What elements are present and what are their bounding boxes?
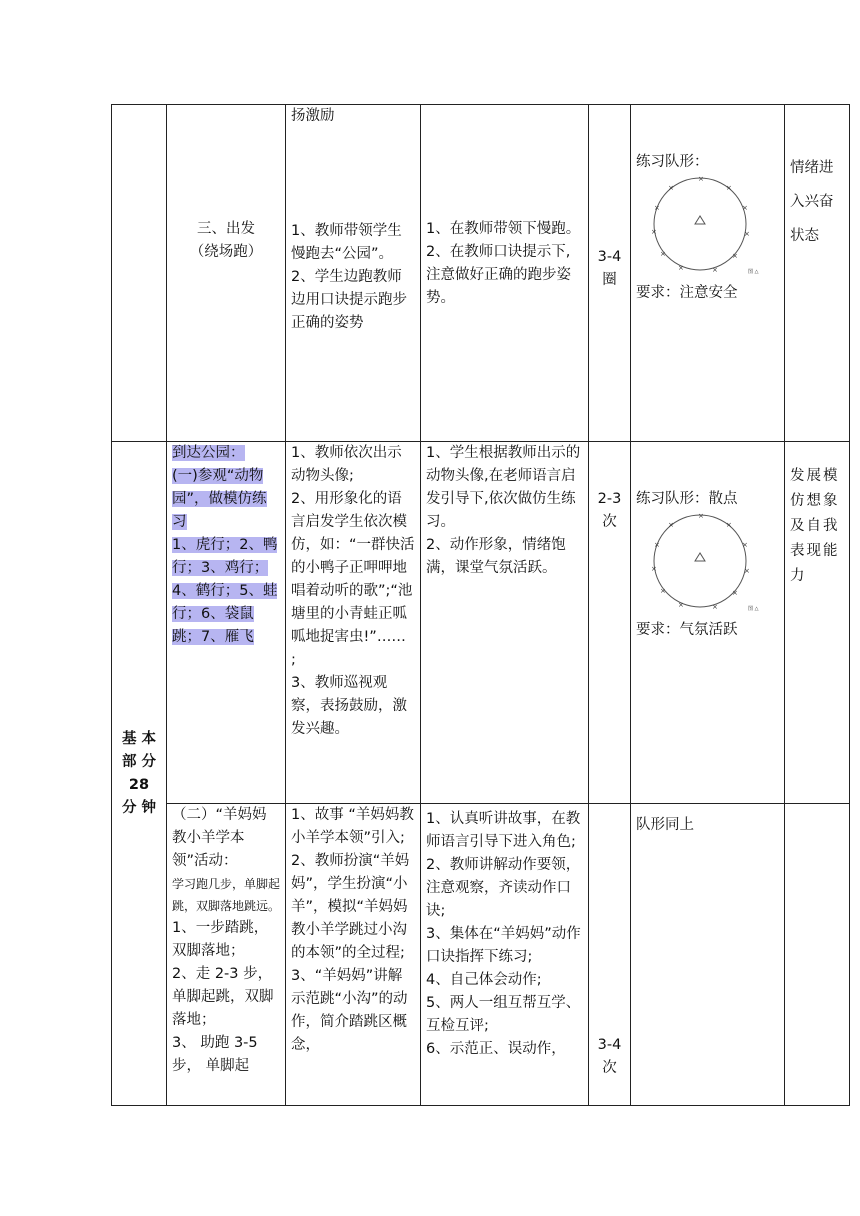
content-sheep bbox=[167, 804, 286, 1106]
svg-text:×: × bbox=[654, 204, 660, 212]
row-departure bbox=[112, 105, 850, 442]
sheep-student-2: 2、教师讲解动作要领，注意观察，齐读动作口诀; bbox=[426, 857, 581, 919]
legend-text-2: 图 △ bbox=[748, 606, 759, 612]
section-label-2: 部 分 bbox=[121, 753, 157, 770]
count-sheep bbox=[589, 804, 631, 1106]
svg-text:×: × bbox=[742, 204, 748, 212]
count-park bbox=[589, 442, 631, 804]
svg-text:×: × bbox=[678, 264, 684, 272]
animal-list: 1、虎行；2、鸭行；3、鸡行；4、鹤行；5、蛙行；6、袋鼠跳；7、雁飞 bbox=[172, 537, 278, 645]
svg-text:×: × bbox=[744, 567, 750, 575]
svg-text:×: × bbox=[698, 513, 704, 520]
svg-text:×: × bbox=[668, 521, 674, 529]
park-teacher-2: 2、用形象化的语言启发学生依次模仿，如：“一群快活的小鸭子正呷呷地唱着动听的歌”;“池塘里的小青蛙正呱呱地捉害虫!”…… ; bbox=[291, 491, 415, 668]
count-departure bbox=[589, 105, 631, 442]
content-departure bbox=[167, 105, 286, 442]
svg-text:×: × bbox=[651, 565, 657, 573]
teacher-step-1: 1、教师带领学生慢跑去“公园”。 bbox=[291, 223, 402, 262]
sheep-student-3: 3、集体在“羊妈妈”动作口诀指挥下练习; bbox=[426, 926, 581, 965]
svg-text:×: × bbox=[712, 603, 718, 611]
student-step-2: 2、在教师口诀提示下,注意做好正确的跑步姿势。 bbox=[426, 244, 571, 306]
zoo-visit-title: (一)参观“动物园”，做模仿练习 bbox=[172, 468, 267, 530]
teacher-activity-park bbox=[286, 442, 421, 804]
section-cell-basic bbox=[112, 442, 167, 1106]
sheep-student-4: 4、自己体会动作; bbox=[426, 972, 542, 988]
teacher-activity-departure bbox=[286, 105, 421, 442]
svg-text:×: × bbox=[726, 184, 732, 192]
content-park bbox=[167, 442, 286, 804]
scatter-formation-diagram bbox=[648, 513, 768, 613]
svg-text:×: × bbox=[651, 228, 657, 236]
row-sheep bbox=[112, 804, 850, 1106]
sheep-item-2: 2、走 2-3 步，单脚起跳，双脚落地； bbox=[172, 966, 274, 1028]
svg-text:×: × bbox=[742, 541, 748, 549]
svg-text:×: × bbox=[678, 601, 684, 609]
svg-text:×: × bbox=[744, 230, 750, 238]
svg-text:×: × bbox=[654, 541, 660, 549]
formation-label: 练习队形： bbox=[636, 154, 709, 170]
park-student-1: 1、学生根据教师出示的动物头像,在老师语言启发引导下,依次做仿生练习。 bbox=[426, 445, 581, 530]
sheep-formation: 队形同上 bbox=[636, 817, 694, 833]
park-student-2: 2、动作形象，情绪饱满，课堂气氛活跃。 bbox=[426, 537, 566, 576]
departure-title: 三、出发 （绕场跑） bbox=[189, 221, 263, 260]
section-label-3: 28 bbox=[128, 776, 150, 793]
teacher-activity-sheep bbox=[286, 804, 421, 1106]
sheep-teacher: 1、故事 “羊妈妈教小羊学本领”引入;2、教师扮演“羊妈妈”，学生扮演“小羊”，模拟“羊妈妈教小羊学跳过小沟的本领”的全过程;3、“羊妈妈”讲解示范跳“小沟”的动作，简介踏跳区概念， bbox=[291, 807, 414, 1053]
park-title: 到达公园： bbox=[172, 445, 245, 461]
sheep-student-6: 6、示范正、误动作， bbox=[426, 1041, 566, 1057]
park-teacher-3: 3、教师巡视观察，表扬鼓励，激发兴趣。 bbox=[291, 675, 407, 737]
sheep-item-1: 1、一步踏跳，双脚落地； bbox=[172, 920, 269, 959]
svg-text:×: × bbox=[698, 176, 704, 183]
section-label-1: 基 本 bbox=[121, 730, 157, 747]
sheep-count: 3-4 次 bbox=[597, 1037, 622, 1076]
teacher-triangle-icon bbox=[695, 216, 705, 224]
student-activity-sheep bbox=[421, 804, 589, 1106]
lesson-plan-table bbox=[111, 104, 850, 1106]
park-teacher-1: 1、教师依次出示动物头像; bbox=[291, 445, 402, 484]
park-requirement: 要求：气氛活跃 bbox=[636, 622, 738, 638]
svg-text:×: × bbox=[660, 250, 666, 258]
sheep-subtitle: 学习跑几步，单脚起跳，双脚落地跳远。 bbox=[172, 877, 281, 913]
goal-departure bbox=[785, 105, 850, 442]
svg-text:×: × bbox=[732, 252, 738, 260]
student-step-1: 1、在教师带领下慢跑。 bbox=[426, 221, 581, 237]
svg-text:×: × bbox=[726, 521, 732, 529]
sheep-student-1: 1、认真听讲故事，在教师语言引导下进入角色; bbox=[426, 811, 581, 850]
goal-sheep bbox=[785, 804, 850, 1106]
park-goal: 发展模仿想象及自我表现能力 bbox=[790, 468, 840, 584]
teacher-triangle-icon bbox=[695, 553, 705, 561]
park-count: 2-3 次 bbox=[597, 491, 622, 530]
section-cell-prep bbox=[112, 105, 167, 442]
svg-text:×: × bbox=[712, 266, 718, 274]
goal-text: 情绪进入兴奋状态 bbox=[790, 160, 834, 244]
svg-text:×: × bbox=[660, 587, 666, 595]
student-activity-park bbox=[421, 442, 589, 804]
goal-park bbox=[785, 442, 850, 804]
svg-text:×: × bbox=[668, 184, 674, 192]
park-formation-label: 练习队形：散点 bbox=[636, 491, 738, 507]
count-text: 3-4 圈 bbox=[597, 249, 622, 288]
requirement-text: 要求：注意安全 bbox=[636, 285, 738, 301]
formation-park bbox=[631, 442, 785, 804]
teacher-step-2: 2、学生边跑教师边用口诀提示跑步正确的姿势 bbox=[291, 269, 407, 331]
sheep-item-3: 3、 助跑 3-5 步， 单脚起 bbox=[172, 1035, 258, 1074]
legend-text: 图 △ bbox=[748, 269, 759, 275]
circle-formation-diagram bbox=[648, 176, 768, 276]
formation-sheep bbox=[631, 804, 785, 1106]
section-label-4: 分 钟 bbox=[121, 799, 157, 816]
formation-departure bbox=[631, 105, 785, 442]
row-park bbox=[112, 442, 850, 804]
student-activity-departure bbox=[421, 105, 589, 442]
sheep-student-5: 5、两人一组互帮互学、互检互评; bbox=[426, 995, 581, 1034]
svg-text:×: × bbox=[732, 589, 738, 597]
prev-continuation: 扬激励 bbox=[291, 108, 335, 124]
sheep-title: （二）“羊妈妈教小羊学本领”活动： bbox=[172, 807, 267, 869]
